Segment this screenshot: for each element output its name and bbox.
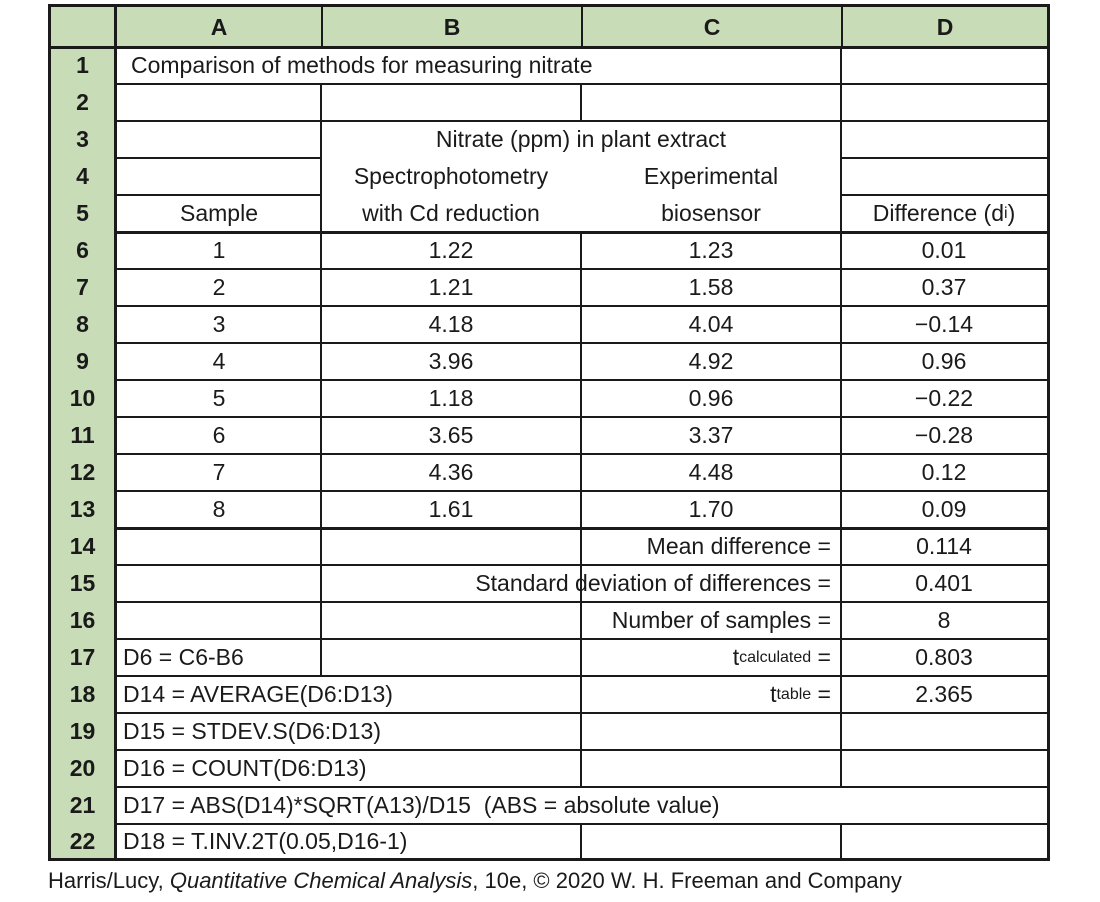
row-header[interactable]: 16 xyxy=(51,602,117,639)
figure-caption xyxy=(48,868,902,894)
cell-biosensor[interactable]: 4.04 xyxy=(688,311,734,337)
row-header[interactable]: 1 xyxy=(51,47,117,84)
row-header[interactable]: 11 xyxy=(51,417,117,454)
cell-sample[interactable]: 6 xyxy=(212,422,226,448)
row-header[interactable]: 14 xyxy=(51,528,117,565)
column-header-d[interactable]: D xyxy=(841,7,1047,47)
cell-c4[interactable]: Experimental xyxy=(643,163,779,189)
cell-c18-ttable-label[interactable] xyxy=(581,676,841,713)
cell-spectro[interactable]: 1.21 xyxy=(428,274,474,300)
select-all-corner[interactable] xyxy=(51,7,117,47)
grid-line xyxy=(580,84,582,121)
cell-sample[interactable]: 3 xyxy=(212,311,226,337)
cell-c16-n-label[interactable]: Number of samples = xyxy=(611,607,831,633)
tcalc-t: t xyxy=(732,644,740,670)
ttable-subscript: table xyxy=(776,685,812,703)
cell-a22-formula[interactable]: D18 = T.INV.2T(0.05,D16-1) xyxy=(123,827,408,854)
cell-sample[interactable]: 5 xyxy=(212,385,226,411)
cell-difference[interactable]: 0.01 xyxy=(921,237,967,263)
cell-c5[interactable]: biosensor xyxy=(661,200,761,226)
cell-sample[interactable]: 8 xyxy=(212,496,226,522)
row-header[interactable]: 10 xyxy=(51,380,117,417)
row-header[interactable]: 2 xyxy=(51,84,117,121)
cell-c17-tcalc-label[interactable] xyxy=(581,639,841,676)
row-header[interactable]: 9 xyxy=(51,343,117,380)
cell-biosensor[interactable]: 1.58 xyxy=(688,274,734,300)
cell-sample[interactable]: 7 xyxy=(212,459,226,485)
cell-sample[interactable]: 1 xyxy=(212,237,226,263)
cell-b15-sd-label[interactable]: Standard deviation of differences = xyxy=(475,570,831,596)
cell-b3-group-header[interactable]: Nitrate (ppm) in plant extract xyxy=(435,126,727,152)
column-header-b[interactable]: B xyxy=(321,7,581,47)
cell-d5[interactable] xyxy=(841,195,1047,232)
row-header[interactable]: 12 xyxy=(51,454,117,491)
grid-line xyxy=(117,157,321,159)
cell-sample[interactable]: 4 xyxy=(212,348,226,374)
cell-b4[interactable]: Spectrophotometry xyxy=(353,163,549,189)
ttable-t: t xyxy=(770,681,777,707)
cell-biosensor[interactable]: 0.96 xyxy=(688,385,734,411)
ttable-equals: = xyxy=(811,681,831,707)
caption-authors: Harris/Lucy, xyxy=(48,868,170,893)
cell-a17-formula[interactable]: D6 = C6-B6 xyxy=(123,644,244,670)
cell-a19-formula[interactable]: D15 = STDEV.S(D6:D13) xyxy=(123,718,382,744)
difference-close: ) xyxy=(1007,200,1016,226)
cell-d18-ttable[interactable]: 2.365 xyxy=(915,681,973,707)
cell-spectro[interactable]: 3.65 xyxy=(428,422,474,448)
cell-d17-tcalc[interactable]: 0.803 xyxy=(915,644,973,670)
cell-spectro[interactable]: 4.36 xyxy=(428,459,474,485)
cell-d15-sd[interactable]: 0.401 xyxy=(915,570,973,596)
cell-spectro[interactable]: 1.61 xyxy=(428,496,474,522)
cell-biosensor[interactable]: 4.92 xyxy=(688,348,734,374)
row-header[interactable]: 8 xyxy=(51,306,117,343)
cell-biosensor[interactable]: 4.48 xyxy=(688,459,734,485)
cell-biosensor[interactable]: 3.37 xyxy=(688,422,734,448)
grid-line xyxy=(840,824,842,858)
row-header[interactable]: 19 xyxy=(51,713,117,750)
cell-a5[interactable]: Sample xyxy=(180,200,258,226)
cell-a21-formula[interactable]: D17 = ABS(D14)*SQRT(A13)/D15 (ABS = absolute value) xyxy=(123,792,720,818)
cell-spectro[interactable]: 4.18 xyxy=(428,311,474,337)
cell-biosensor[interactable]: 1.70 xyxy=(688,496,734,522)
cell-difference[interactable]: 0.12 xyxy=(921,459,967,485)
cell-d16-n[interactable]: 8 xyxy=(937,607,951,633)
column-header-a[interactable]: A xyxy=(117,7,321,47)
difference-label: Difference (d xyxy=(872,200,1005,226)
row-header[interactable]: 17 xyxy=(51,639,117,676)
row-header[interactable]: 20 xyxy=(51,750,117,787)
spreadsheet xyxy=(48,4,1050,861)
cell-a18-formula[interactable]: D14 = AVERAGE(D6:D13) xyxy=(123,681,393,707)
cell-a1-title[interactable]: Comparison of methods for measuring nitrate xyxy=(131,52,593,78)
row-header[interactable]: 15 xyxy=(51,565,117,602)
cell-biosensor[interactable]: 1.23 xyxy=(688,237,734,263)
cell-sample[interactable]: 2 xyxy=(212,274,226,300)
tcalc-equals: = xyxy=(811,644,831,670)
caption-publisher: , 10e, © 2020 W. H. Freeman and Company xyxy=(472,868,902,893)
cell-b5[interactable]: with Cd reduction xyxy=(362,200,540,226)
cell-spectro[interactable]: 3.96 xyxy=(428,348,474,374)
row-header[interactable]: 22 xyxy=(51,824,117,858)
cell-d14-mean[interactable]: 0.114 xyxy=(916,533,972,559)
tcalc-subscript: calculated xyxy=(739,648,812,666)
row-header[interactable]: 4 xyxy=(51,158,117,195)
row-header[interactable]: 6 xyxy=(51,232,117,269)
cell-difference[interactable]: −0.22 xyxy=(914,385,974,411)
cell-spectro[interactable]: 1.22 xyxy=(428,237,474,263)
row-header[interactable]: 13 xyxy=(51,491,117,528)
grid-line xyxy=(841,157,1047,159)
cell-a20-formula[interactable]: D16 = COUNT(D6:D13) xyxy=(123,755,367,781)
difference-subscript: i xyxy=(1004,204,1008,222)
cell-difference[interactable]: 0.96 xyxy=(921,348,967,374)
column-header-c[interactable]: C xyxy=(581,7,841,47)
row-header[interactable]: 3 xyxy=(51,121,117,158)
row-header[interactable]: 18 xyxy=(51,676,117,713)
cell-difference[interactable]: 0.37 xyxy=(921,274,967,300)
row-header[interactable]: 21 xyxy=(51,787,117,824)
row-header[interactable]: 5 xyxy=(51,195,117,232)
cell-difference[interactable]: −0.14 xyxy=(914,311,974,337)
cell-difference[interactable]: 0.09 xyxy=(921,496,967,522)
row-header[interactable]: 7 xyxy=(51,269,117,306)
caption-book-title: Quantitative Chemical Analysis xyxy=(169,868,473,893)
cell-spectro[interactable]: 1.18 xyxy=(428,385,474,411)
cell-c14-mean-label[interactable]: Mean difference = xyxy=(646,533,831,559)
cell-difference[interactable]: −0.28 xyxy=(914,422,974,448)
